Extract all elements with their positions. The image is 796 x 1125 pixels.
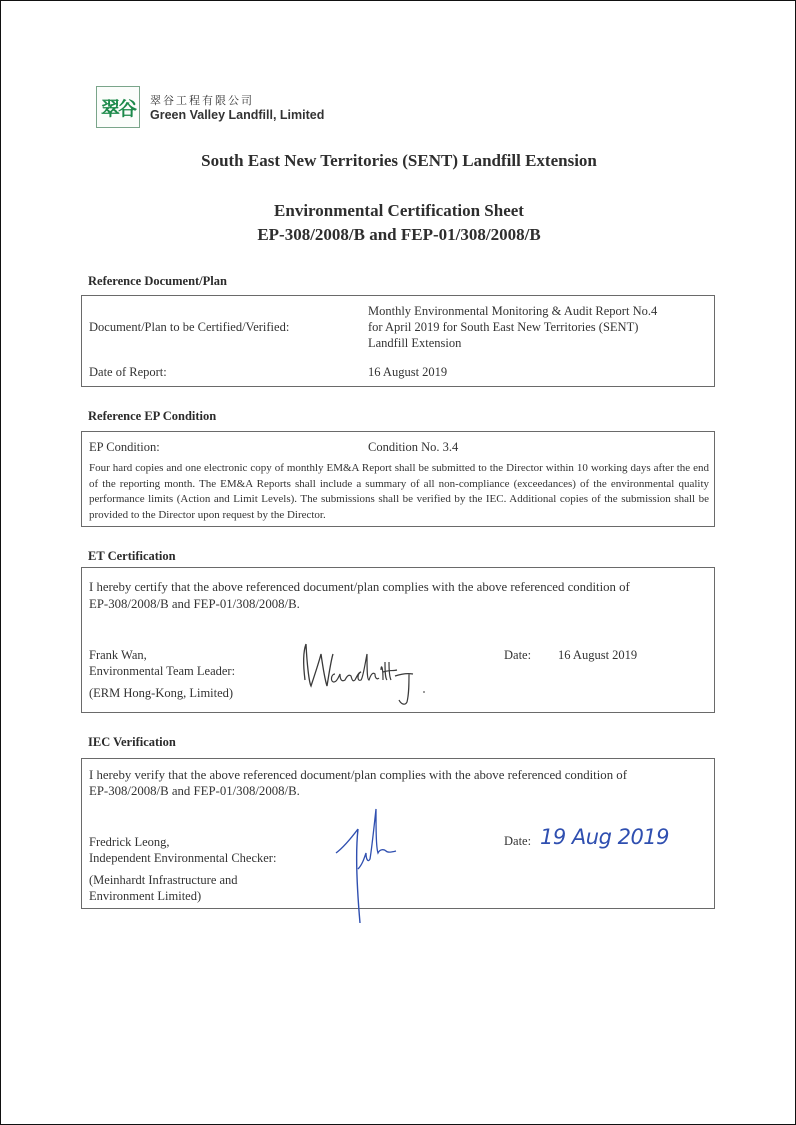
project-title: South East New Territories (SENT) Landfill Extension: [201, 151, 597, 170]
iec-signature-icon: [330, 807, 400, 925]
document-value-line-2: for April 2019 for South East New Territories (SENT): [368, 320, 639, 334]
permit-numbers: EP-308/2008/B and FEP-01/308/2008/B: [257, 225, 541, 244]
et-signer-organisation: (ERM Hong-Kong, Limited): [89, 686, 234, 700]
ep-condition-value: Condition No. 3.4: [368, 440, 459, 454]
iec-signer-name: Fredrick Leong,: [89, 835, 170, 849]
iec-date-handwritten: 19 Aug 2019: [540, 825, 670, 849]
ep-condition-description: Four hard copies and one electronic copy of monthly EM&A Report shall be submitted to the Director within 10 working days after the end of the reporting month. The EM&A Reports shall include a summary of all non-compliance (exceedances) of the environmental quality performance limits (Action and Limit Levels). The submissions shall be verified by the IEC. Additional copies of the submission shall be provided to the Director upon request by the Director.: [89, 462, 709, 521]
date-of-report-label: Date of Report:: [89, 365, 167, 379]
iec-signer-organisation-line-1: (Meinhardt Infrastructure and: [89, 873, 238, 887]
iec-statement-line-2: EP-308/2008/B and FEP-01/308/2008/B.: [89, 784, 300, 798]
ep-condition-box: [81, 431, 715, 527]
company-name-chinese: 翠谷工程有限公司: [150, 94, 254, 107]
document-value-line-3: Landfill Extension: [368, 336, 462, 350]
et-statement-line-1: I hereby certify that the above referenced document/plan complies with the above referenced condition of: [89, 580, 630, 594]
et-signer-name: Frank Wan,: [89, 648, 147, 662]
et-signer-role: Environmental Team Leader:: [89, 664, 236, 678]
et-date-value: 16 August 2019: [558, 648, 638, 662]
iec-statement-line-1: I hereby verify that the above referenced document/plan complies with the above referenced condition of: [89, 768, 627, 782]
iec-verification-box: [81, 758, 715, 909]
section-label-iec-verification: IEC Verification: [88, 735, 176, 749]
document-value-line-1: Monthly Environmental Monitoring & Audit Report No.4: [368, 304, 658, 318]
company-logo-icon: 翠谷: [96, 86, 140, 128]
et-signature-icon: [297, 634, 432, 714]
sheet-title: Environmental Certification Sheet: [274, 201, 524, 220]
et-certification-box: [81, 567, 715, 713]
section-label-reference-document: Reference Document/Plan: [88, 274, 227, 288]
reference-document-box: [81, 295, 715, 387]
company-name-english: Green Valley Landfill, Limited: [150, 108, 325, 122]
et-date-label: Date:: [504, 648, 532, 662]
date-of-report-value: 16 August 2019: [368, 365, 448, 379]
iec-signer-role: Independent Environmental Checker:: [89, 851, 277, 865]
section-label-ep-condition: Reference EP Condition: [88, 409, 217, 423]
ep-condition-label: EP Condition:: [89, 440, 160, 454]
et-statement-line-2: EP-308/2008/B and FEP-01/308/2008/B.: [89, 597, 300, 611]
iec-signer-organisation-line-2: Environment Limited): [89, 889, 202, 903]
iec-date-label: Date:: [504, 834, 532, 848]
document-label: Document/Plan to be Certified/Verified:: [89, 320, 290, 334]
section-label-et-certification: ET Certification: [88, 549, 176, 563]
